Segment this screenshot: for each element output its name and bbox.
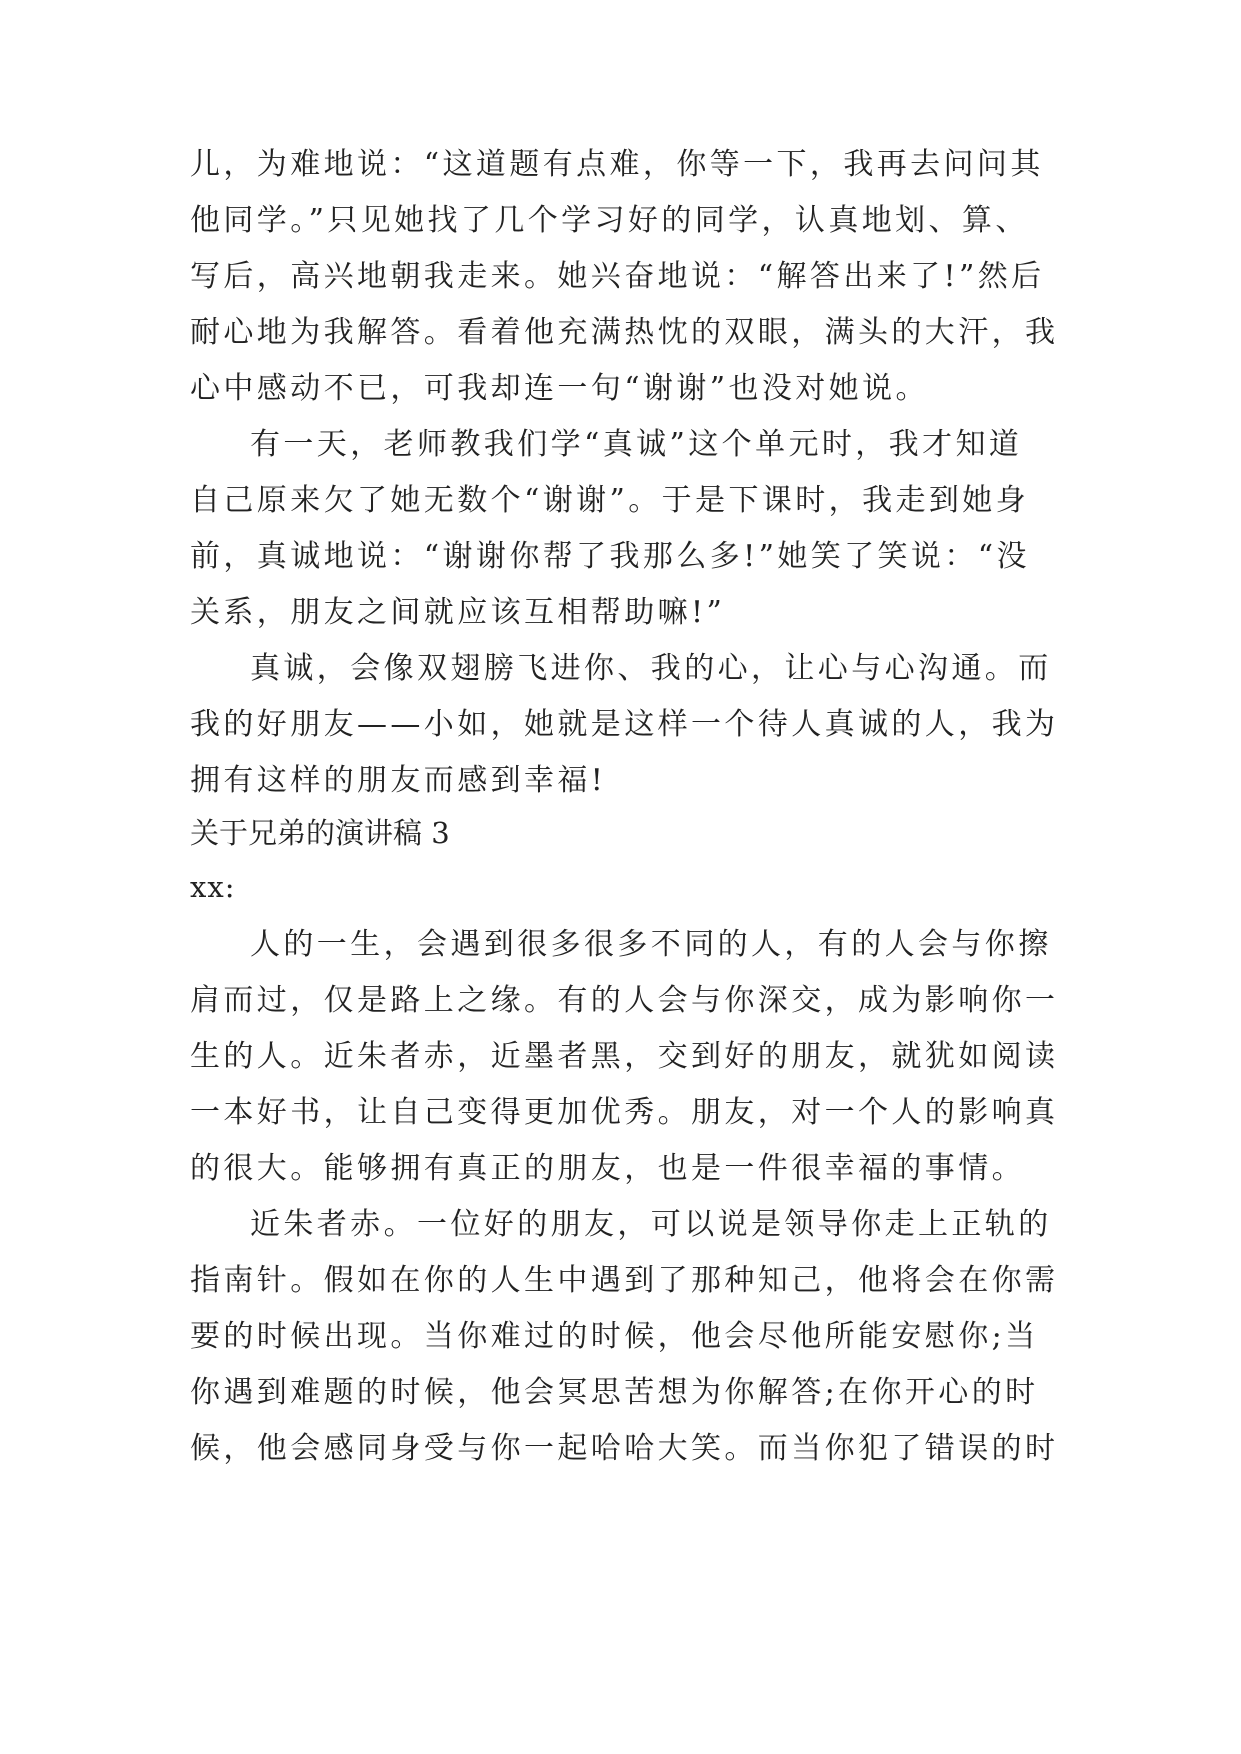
text-line: 指南针。假如在你的人生中遇到了那种知己，他将会在你需 xyxy=(190,1263,1059,1298)
text-line: 肩而过，仅是路上之缘。有的人会与你深交，成为影响你一 xyxy=(190,983,1059,1018)
text-line: 一本好书，让自己变得更加优秀。朋友，对一个人的影响真 xyxy=(190,1095,1059,1130)
text-line: 的很大。能够拥有真正的朋友，也是一件很幸福的事情。 xyxy=(190,1151,1025,1186)
text-line: 你遇到难题的时候，他会冥思苦想为你解答;在你开心的时 xyxy=(190,1375,1039,1410)
text-line: 候，他会感同身受与你一起哈哈大笑。而当你犯了错误的时 xyxy=(190,1431,1059,1466)
text-line: 要的时候出现。当你难过的时候，他会尽他所能安慰你;当 xyxy=(190,1319,1039,1354)
text-line: 我的好朋友——小如，她就是这样一个待人真诚的人，我为 xyxy=(190,707,1059,742)
text-line: 儿，为难地说：“这道题有点难，你等一下，我再去问问其 xyxy=(190,147,1044,182)
text-line: 拥有这样的朋友而感到幸福! xyxy=(190,763,607,798)
text-line: 前，真诚地说：“谢谢你帮了我那么多!”她笑了笑说：“没 xyxy=(190,539,1030,574)
text-line: 他同学。”只见她找了几个学习好的同学，认真地划、算、 xyxy=(190,203,1029,238)
text-line: 人的一生，会遇到很多很多不同的人，有的人会与你擦 xyxy=(250,927,1052,962)
section-heading: 关于兄弟的演讲稿 3 xyxy=(190,816,450,850)
text-line: 关系，朋友之间就应该互相帮助嘛!” xyxy=(190,595,726,630)
text-line: 自己原来欠了她无数个“谢谢”。于是下课时，我走到她身 xyxy=(190,483,1030,518)
salutation: xx: xyxy=(190,870,236,904)
text-line: 心中感动不已，可我却连一句“谢谢”也没对她说。 xyxy=(190,371,929,406)
text-line: 写后，高兴地朝我走来。她兴奋地说：“解答出来了!”然后 xyxy=(190,259,1045,294)
text-line: 近朱者赤。一位好的朋友，可以说是领导你走上正轨的 xyxy=(250,1207,1052,1242)
text-line: 真诚，会像双翅膀飞进你、我的心，让心与心沟通。而 xyxy=(250,651,1052,686)
text-line: 有一天，老师教我们学“真诚”这个单元时，我才知道 xyxy=(250,427,1023,462)
text-line: 耐心地为我解答。看着他充满热忱的双眼，满头的大汗，我 xyxy=(190,315,1059,350)
text-line: 生的人。近朱者赤，近墨者黑，交到好的朋友，就犹如阅读 xyxy=(190,1039,1059,1074)
